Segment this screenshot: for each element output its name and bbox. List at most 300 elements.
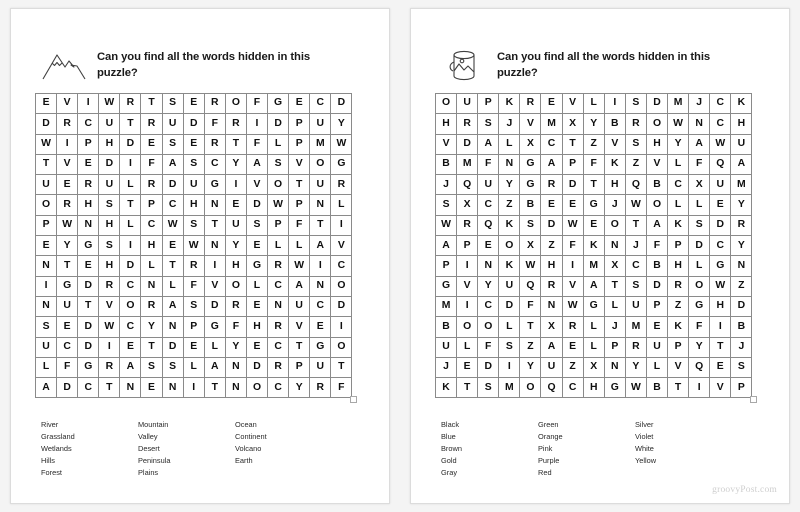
grid-cell[interactable]: U [499,276,520,296]
grid-cell[interactable]: T [310,215,331,235]
grid-cell[interactable]: T [204,378,225,398]
grid-cell[interactable]: M [310,134,331,154]
grid-cell[interactable]: O [246,378,267,398]
grid-cell[interactable]: J [499,114,520,134]
grid-cell[interactable]: E [120,337,141,357]
grid-cell[interactable]: H [710,296,731,316]
grid-cell[interactable]: I [99,337,120,357]
grid-cell[interactable]: C [562,378,583,398]
grid-cell[interactable]: Z [668,296,689,316]
grid-cell[interactable]: S [478,378,499,398]
grid-cell[interactable]: P [36,215,57,235]
grid-cell[interactable]: H [99,215,120,235]
grid-cell[interactable]: V [710,378,731,398]
grid-cell[interactable]: E [646,317,667,337]
grid-cell[interactable]: K [731,94,752,114]
grid-cell[interactable]: W [57,215,78,235]
grid-cell[interactable]: R [268,317,289,337]
grid-cell[interactable]: V [289,154,310,174]
grid-cell[interactable]: S [478,114,499,134]
grid-cell[interactable]: O [646,114,667,134]
grid-cell[interactable]: P [436,256,457,276]
grid-cell[interactable]: D [478,357,499,377]
grid-cell[interactable]: I [120,236,141,256]
grid-cell[interactable]: P [457,236,478,256]
grid-cell[interactable]: K [499,94,520,114]
grid-cell[interactable]: L [689,256,710,276]
grid-cell[interactable]: N [204,236,225,256]
grid-cell[interactable]: F [289,215,310,235]
grid-cell[interactable]: V [436,134,457,154]
grid-cell[interactable]: T [289,175,310,195]
grid-cell[interactable]: X [583,357,604,377]
grid-cell[interactable]: U [225,215,246,235]
grid-cell[interactable]: N [78,215,99,235]
grid-cell[interactable]: E [478,236,499,256]
grid-cell[interactable]: J [604,317,625,337]
grid-cell[interactable]: P [289,114,310,134]
grid-cell[interactable]: P [289,357,310,377]
word-search-grid-2[interactable] [435,93,752,398]
grid-cell[interactable]: R [625,114,646,134]
grid-cell[interactable]: E [57,317,78,337]
grid-cell[interactable]: T [668,378,689,398]
grid-cell[interactable]: M [499,378,520,398]
grid-cell[interactable]: P [289,195,310,215]
grid-cell[interactable]: C [120,317,141,337]
grid-cell[interactable]: Y [141,317,162,337]
grid-cell[interactable]: S [499,337,520,357]
grid-cell[interactable]: I [204,256,225,276]
grid-cell[interactable]: R [57,114,78,134]
grid-cell[interactable]: L [268,236,289,256]
grid-cell[interactable]: E [141,134,162,154]
grid-cell[interactable]: K [499,215,520,235]
grid-cell[interactable]: Y [225,154,246,174]
grid-cell[interactable]: O [36,195,57,215]
grid-cell[interactable]: T [120,114,141,134]
grid-cell[interactable]: U [710,175,731,195]
grid-cell[interactable]: F [141,154,162,174]
grid-cell[interactable]: L [583,317,604,337]
grid-cell[interactable]: D [710,215,731,235]
grid-cell[interactable]: D [57,378,78,398]
grid-cell[interactable]: Y [499,175,520,195]
grid-cell[interactable]: N [36,296,57,316]
grid-cell[interactable]: C [310,296,331,316]
grid-cell[interactable]: Y [478,276,499,296]
grid-cell[interactable]: N [310,195,331,215]
grid-cell[interactable]: E [562,195,583,215]
grid-cell[interactable]: R [457,215,478,235]
grid-cell[interactable]: W [625,195,646,215]
grid-cell[interactable]: T [99,378,120,398]
grid-cell[interactable]: A [204,357,225,377]
grid-cell[interactable]: D [120,256,141,276]
grid-cell[interactable]: C [710,114,731,134]
grid-cell[interactable]: Y [225,236,246,256]
grid-cell[interactable]: Y [689,337,710,357]
grid-cell[interactable]: T [604,276,625,296]
grid-cell[interactable]: Y [289,378,310,398]
grid-cell[interactable]: O [604,215,625,235]
grid-cell[interactable]: E [710,195,731,215]
grid-cell[interactable]: O [120,296,141,316]
grid-cell[interactable]: W [331,134,352,154]
grid-cell[interactable]: N [225,378,246,398]
grid-cell[interactable]: D [162,175,183,195]
grid-cell[interactable]: L [246,276,267,296]
grid-cell[interactable]: V [646,154,667,174]
grid-cell[interactable]: Z [520,337,541,357]
grid-cell[interactable]: R [204,134,225,154]
grid-cell[interactable]: J [731,337,752,357]
grid-cell[interactable]: C [668,175,689,195]
grid-cell[interactable]: F [225,317,246,337]
grid-cell[interactable]: V [520,114,541,134]
grid-cell[interactable]: E [78,256,99,276]
grid-cell[interactable]: R [78,175,99,195]
grid-cell[interactable]: O [331,276,352,296]
grid-cell[interactable]: Z [731,276,752,296]
grid-cell[interactable]: O [225,94,246,114]
grid-cell[interactable]: E [141,378,162,398]
grid-cell[interactable]: G [583,296,604,316]
grid-cell[interactable]: E [710,357,731,377]
grid-cell[interactable]: Y [731,195,752,215]
grid-cell[interactable]: S [625,276,646,296]
grid-cell[interactable]: A [246,154,267,174]
grid-cell[interactable]: A [436,236,457,256]
grid-cell[interactable]: I [310,256,331,276]
grid-cell[interactable]: X [562,114,583,134]
grid-cell[interactable]: E [183,134,204,154]
grid-cell[interactable]: J [689,94,710,114]
grid-cell[interactable]: E [183,337,204,357]
grid-cell[interactable]: N [499,154,520,174]
grid-cell[interactable]: E [225,195,246,215]
grid-cell[interactable]: W [562,296,583,316]
grid-cell[interactable]: I [331,215,352,235]
grid-cell[interactable]: V [457,276,478,296]
grid-cell[interactable]: D [120,134,141,154]
grid-cell[interactable]: O [520,378,541,398]
grid-cell[interactable]: S [436,195,457,215]
grid-cell[interactable]: Z [499,195,520,215]
grid-cell[interactable]: E [36,94,57,114]
grid-cell[interactable]: W [710,134,731,154]
grid-cell[interactable]: W [183,236,204,256]
grid-cell[interactable]: K [668,317,689,337]
grid-cell[interactable]: R [141,175,162,195]
grid-cell[interactable]: S [625,94,646,114]
grid-cell[interactable]: S [36,317,57,337]
grid-cell[interactable]: Y [57,236,78,256]
grid-cell[interactable]: A [162,154,183,174]
grid-cell[interactable]: R [225,296,246,316]
grid-cell[interactable]: W [36,134,57,154]
grid-cell[interactable]: L [689,195,710,215]
grid-cell[interactable]: B [646,175,667,195]
grid-cell[interactable]: P [141,195,162,215]
grid-cell[interactable]: F [331,378,352,398]
grid-cell[interactable]: K [583,236,604,256]
grid-cell[interactable]: B [436,154,457,174]
grid-cell[interactable]: V [204,276,225,296]
grid-cell[interactable]: D [499,296,520,316]
grid-cell[interactable]: A [731,154,752,174]
grid-cell[interactable]: C [141,215,162,235]
grid-cell[interactable]: J [436,175,457,195]
grid-cell[interactable]: M [625,317,646,337]
grid-cell[interactable]: S [689,215,710,235]
grid-cell[interactable]: W [625,378,646,398]
grid-cell[interactable]: E [289,94,310,114]
grid-cell[interactable]: G [520,175,541,195]
grid-cell[interactable]: L [183,357,204,377]
grid-cell[interactable]: V [246,175,267,195]
grid-cell[interactable]: R [120,94,141,114]
grid-cell[interactable]: H [78,195,99,215]
grid-cell[interactable]: D [731,296,752,316]
grid-cell[interactable]: R [668,276,689,296]
grid-cell[interactable]: Q [541,378,562,398]
grid-cell[interactable]: H [541,256,562,276]
grid-cell[interactable]: L [331,195,352,215]
grid-cell[interactable]: O [268,175,289,195]
grid-cell[interactable]: H [246,317,267,337]
grid-cell[interactable]: G [78,236,99,256]
grid-cell[interactable]: S [731,357,752,377]
grid-cell[interactable]: C [625,256,646,276]
grid-cell[interactable]: T [141,337,162,357]
grid-cell[interactable]: X [604,256,625,276]
grid-cell[interactable]: A [478,134,499,154]
grid-cell[interactable]: E [246,236,267,256]
grid-cell[interactable]: S [162,357,183,377]
grid-cell[interactable]: M [457,154,478,174]
grid-cell[interactable]: F [689,154,710,174]
grid-cell[interactable]: T [78,296,99,316]
grid-cell[interactable]: E [246,337,267,357]
grid-cell[interactable]: S [625,134,646,154]
grid-cell[interactable]: I [331,317,352,337]
grid-cell[interactable]: V [289,317,310,337]
grid-cell[interactable]: R [331,175,352,195]
grid-cell[interactable]: H [604,175,625,195]
grid-cell[interactable]: U [457,94,478,114]
grid-cell[interactable]: N [478,256,499,276]
grid-cell[interactable]: L [499,317,520,337]
grid-cell[interactable]: P [478,94,499,114]
grid-cell[interactable]: M [583,256,604,276]
grid-cell[interactable]: C [78,114,99,134]
grid-cell[interactable]: Q [710,154,731,174]
grid-cell[interactable]: R [99,276,120,296]
grid-cell[interactable]: T [710,337,731,357]
grid-cell[interactable]: W [562,215,583,235]
grid-resize-handle[interactable] [750,396,757,403]
grid-cell[interactable]: C [120,276,141,296]
grid-cell[interactable]: H [668,256,689,276]
grid-cell[interactable]: V [562,276,583,296]
grid-cell[interactable]: K [436,378,457,398]
grid-cell[interactable]: Z [625,154,646,174]
grid-cell[interactable]: R [625,337,646,357]
grid-cell[interactable]: U [310,175,331,195]
grid-cell[interactable]: S [162,94,183,114]
grid-cell[interactable]: N [731,256,752,276]
grid-cell[interactable]: Z [541,236,562,256]
grid-cell[interactable]: T [331,357,352,377]
grid-cell[interactable]: D [268,114,289,134]
grid-cell[interactable]: E [78,154,99,174]
grid-cell[interactable]: D [204,296,225,316]
grid-cell[interactable]: D [78,276,99,296]
grid-cell[interactable]: N [162,378,183,398]
grid-cell[interactable]: A [646,215,667,235]
grid-cell[interactable]: E [246,296,267,316]
grid-cell[interactable]: E [541,94,562,114]
grid-cell[interactable]: R [731,215,752,235]
grid-cell[interactable]: C [268,378,289,398]
grid-cell[interactable]: H [646,134,667,154]
grid-cell[interactable]: B [436,317,457,337]
grid-cell[interactable]: P [646,296,667,316]
grid-cell[interactable]: T [204,215,225,235]
grid-cell[interactable]: O [225,276,246,296]
grid-cell[interactable]: G [436,276,457,296]
grid-cell[interactable]: W [289,256,310,276]
grid-cell[interactable]: T [36,154,57,174]
grid-cell[interactable]: H [183,195,204,215]
grid-cell[interactable]: L [499,134,520,154]
grid-cell[interactable]: V [57,94,78,114]
grid-cell[interactable]: D [646,276,667,296]
grid-cell[interactable]: O [646,195,667,215]
grid-cell[interactable]: H [436,114,457,134]
grid-cell[interactable]: Y [668,134,689,154]
grid-cell[interactable]: B [646,256,667,276]
grid-cell[interactable]: O [436,94,457,114]
grid-cell[interactable]: A [289,276,310,296]
grid-cell[interactable]: N [141,276,162,296]
grid-cell[interactable]: C [204,154,225,174]
word-search-grid-1[interactable] [35,93,352,398]
grid-cell[interactable]: N [310,276,331,296]
grid-cell[interactable]: Z [562,357,583,377]
grid-cell[interactable]: C [268,337,289,357]
grid-cell[interactable]: W [668,114,689,134]
grid-cell[interactable]: G [78,357,99,377]
grid-cell[interactable]: T [562,134,583,154]
grid-cell[interactable]: Y [583,114,604,134]
grid-cell[interactable]: C [478,195,499,215]
grid-cell[interactable]: C [162,195,183,215]
grid-cell[interactable]: C [310,94,331,114]
grid-cell[interactable]: I [604,94,625,114]
grid-cell[interactable]: A [120,357,141,377]
grid-cell[interactable]: R [183,256,204,276]
grid-cell[interactable]: T [162,256,183,276]
grid-cell[interactable]: W [99,94,120,114]
grid-cell[interactable]: R [457,114,478,134]
grid-cell[interactable]: E [57,175,78,195]
grid-cell[interactable]: D [78,337,99,357]
grid-cell[interactable]: U [99,114,120,134]
grid-cell[interactable]: N [689,114,710,134]
grid-cell[interactable]: R [141,296,162,316]
grid-cell[interactable]: I [499,357,520,377]
grid-cell[interactable]: I [225,175,246,195]
grid-cell[interactable]: L [141,256,162,276]
grid-cell[interactable]: B [520,195,541,215]
grid-cell[interactable]: V [562,94,583,114]
grid-cell[interactable]: I [710,317,731,337]
grid-cell[interactable]: X [520,236,541,256]
grid-cell[interactable]: V [331,236,352,256]
grid-cell[interactable]: F [204,114,225,134]
grid-cell[interactable]: L [268,134,289,154]
grid-cell[interactable]: X [457,195,478,215]
grid-cell[interactable]: U [310,114,331,134]
grid-cell[interactable]: E [457,357,478,377]
grid-cell[interactable]: R [268,357,289,377]
grid-cell[interactable]: D [78,317,99,337]
grid-cell[interactable]: A [583,276,604,296]
grid-cell[interactable]: S [268,154,289,174]
grid-cell[interactable]: T [57,256,78,276]
grid-cell[interactable]: U [478,175,499,195]
grid-cell[interactable]: S [520,215,541,235]
grid-cell[interactable]: U [310,357,331,377]
grid-cell[interactable]: E [183,94,204,114]
grid-cell[interactable]: M [436,296,457,316]
grid-cell[interactable]: I [120,154,141,174]
grid-cell[interactable]: U [436,337,457,357]
grid-cell[interactable]: V [604,134,625,154]
grid-cell[interactable]: P [78,134,99,154]
grid-cell[interactable]: D [331,296,352,316]
grid-cell[interactable]: P [183,317,204,337]
grid-cell[interactable]: I [562,256,583,276]
grid-cell[interactable]: L [668,195,689,215]
grid-cell[interactable]: I [246,114,267,134]
grid-cell[interactable]: K [668,215,689,235]
grid-cell[interactable]: J [436,357,457,377]
grid-cell[interactable]: D [99,154,120,174]
grid-cell[interactable]: O [478,317,499,337]
grid-cell[interactable]: R [99,357,120,377]
grid-cell[interactable]: P [668,236,689,256]
grid-cell[interactable]: R [204,94,225,114]
grid-cell[interactable]: B [604,114,625,134]
grid-cell[interactable]: F [583,154,604,174]
grid-cell[interactable]: R [562,317,583,337]
grid-cell[interactable]: S [246,215,267,235]
grid-cell[interactable]: D [457,134,478,154]
grid-cell[interactable]: W [710,276,731,296]
grid-cell[interactable]: O [310,154,331,174]
grid-cell[interactable]: J [625,236,646,256]
grid-cell[interactable]: N [225,357,246,377]
grid-cell[interactable]: F [246,94,267,114]
grid-cell[interactable]: A [541,337,562,357]
grid-cell[interactable]: H [99,256,120,276]
grid-cell[interactable]: E [310,317,331,337]
grid-cell[interactable]: T [520,317,541,337]
grid-cell[interactable]: F [246,134,267,154]
